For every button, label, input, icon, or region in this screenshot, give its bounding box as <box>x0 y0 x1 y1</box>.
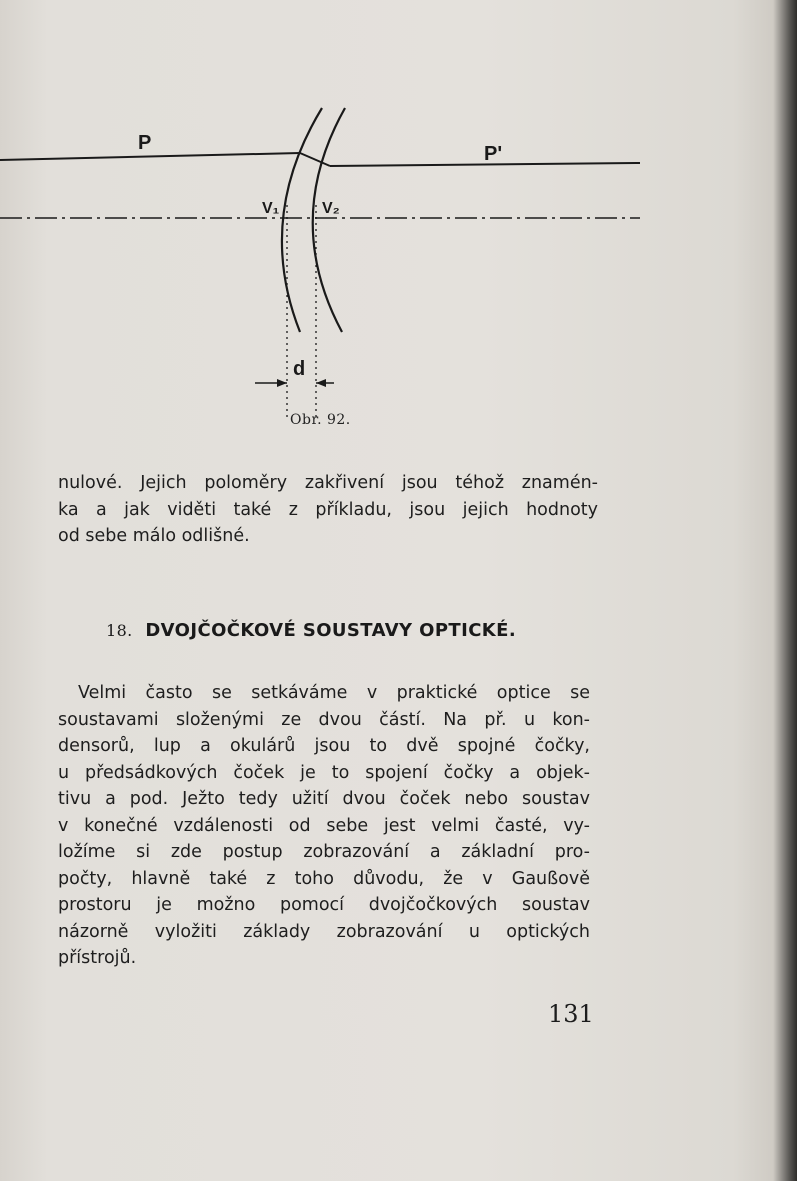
text-line: ka a jak viděti také z příkladu, jsou jejich hodnoty <box>58 499 598 520</box>
label-p: P <box>138 132 152 154</box>
incident-ray-line <box>0 153 300 160</box>
refracted-ray-line <box>300 153 330 166</box>
section-title: DVOJČOČKOVÉ SOUSTAVY OPTICKÉ. <box>145 620 517 641</box>
text-line: počty, hlavně také z toho důvodu, že v Gaußově <box>58 868 590 889</box>
text-line: ložíme si zde postup zobrazování a základní pro- <box>58 842 590 862</box>
dimension-arrow-left <box>277 379 287 387</box>
paragraph-intro <box>58 470 598 550</box>
optics-figure <box>0 90 797 450</box>
text-line: Velmi často se setkáváme v praktické optice se <box>78 683 590 703</box>
label-v1: V₁ <box>262 200 280 217</box>
lens-surface-1 <box>282 108 322 332</box>
text-line: u předsádkových čoček je to spojení čočky a objek- <box>58 762 590 783</box>
text-line: prostoru je možno pomocí dvojčočkových soustav <box>58 895 590 915</box>
text-line: v konečné vzdálenosti od sebe jest velmi časté, vy- <box>58 815 590 836</box>
section-heading <box>106 620 516 641</box>
text-line: nulové. Jejich poloměry zakřivení jsou téhož znamén- <box>58 473 598 493</box>
label-p-prime: P' <box>484 143 503 165</box>
page-number: 131 <box>548 1000 594 1028</box>
text-line: densorů, lup a okulárů jsou to dvě spojné čočky, <box>58 736 590 756</box>
text-line: tivu a pod. Ježto tedy užití dvou čoček nebo soustav <box>58 789 590 809</box>
lens-surface-2 <box>313 108 345 332</box>
text-line: od sebe málo odlišné. <box>58 526 250 546</box>
text-line: soustavami složenými ze dvou částí. Na př. u kon- <box>58 709 590 730</box>
dimension-arrow-right <box>316 379 326 387</box>
text-line: přístrojů. <box>58 948 137 968</box>
section-number: 18. <box>106 621 133 640</box>
paragraph-body <box>58 680 590 972</box>
label-v2: V₂ <box>322 200 340 217</box>
text-line: názorně vyložiti základy zobrazování u optických <box>58 921 590 942</box>
lens-diagram <box>0 90 797 450</box>
label-d: d <box>293 358 306 380</box>
figure-caption: Obr. 92. <box>290 412 351 428</box>
